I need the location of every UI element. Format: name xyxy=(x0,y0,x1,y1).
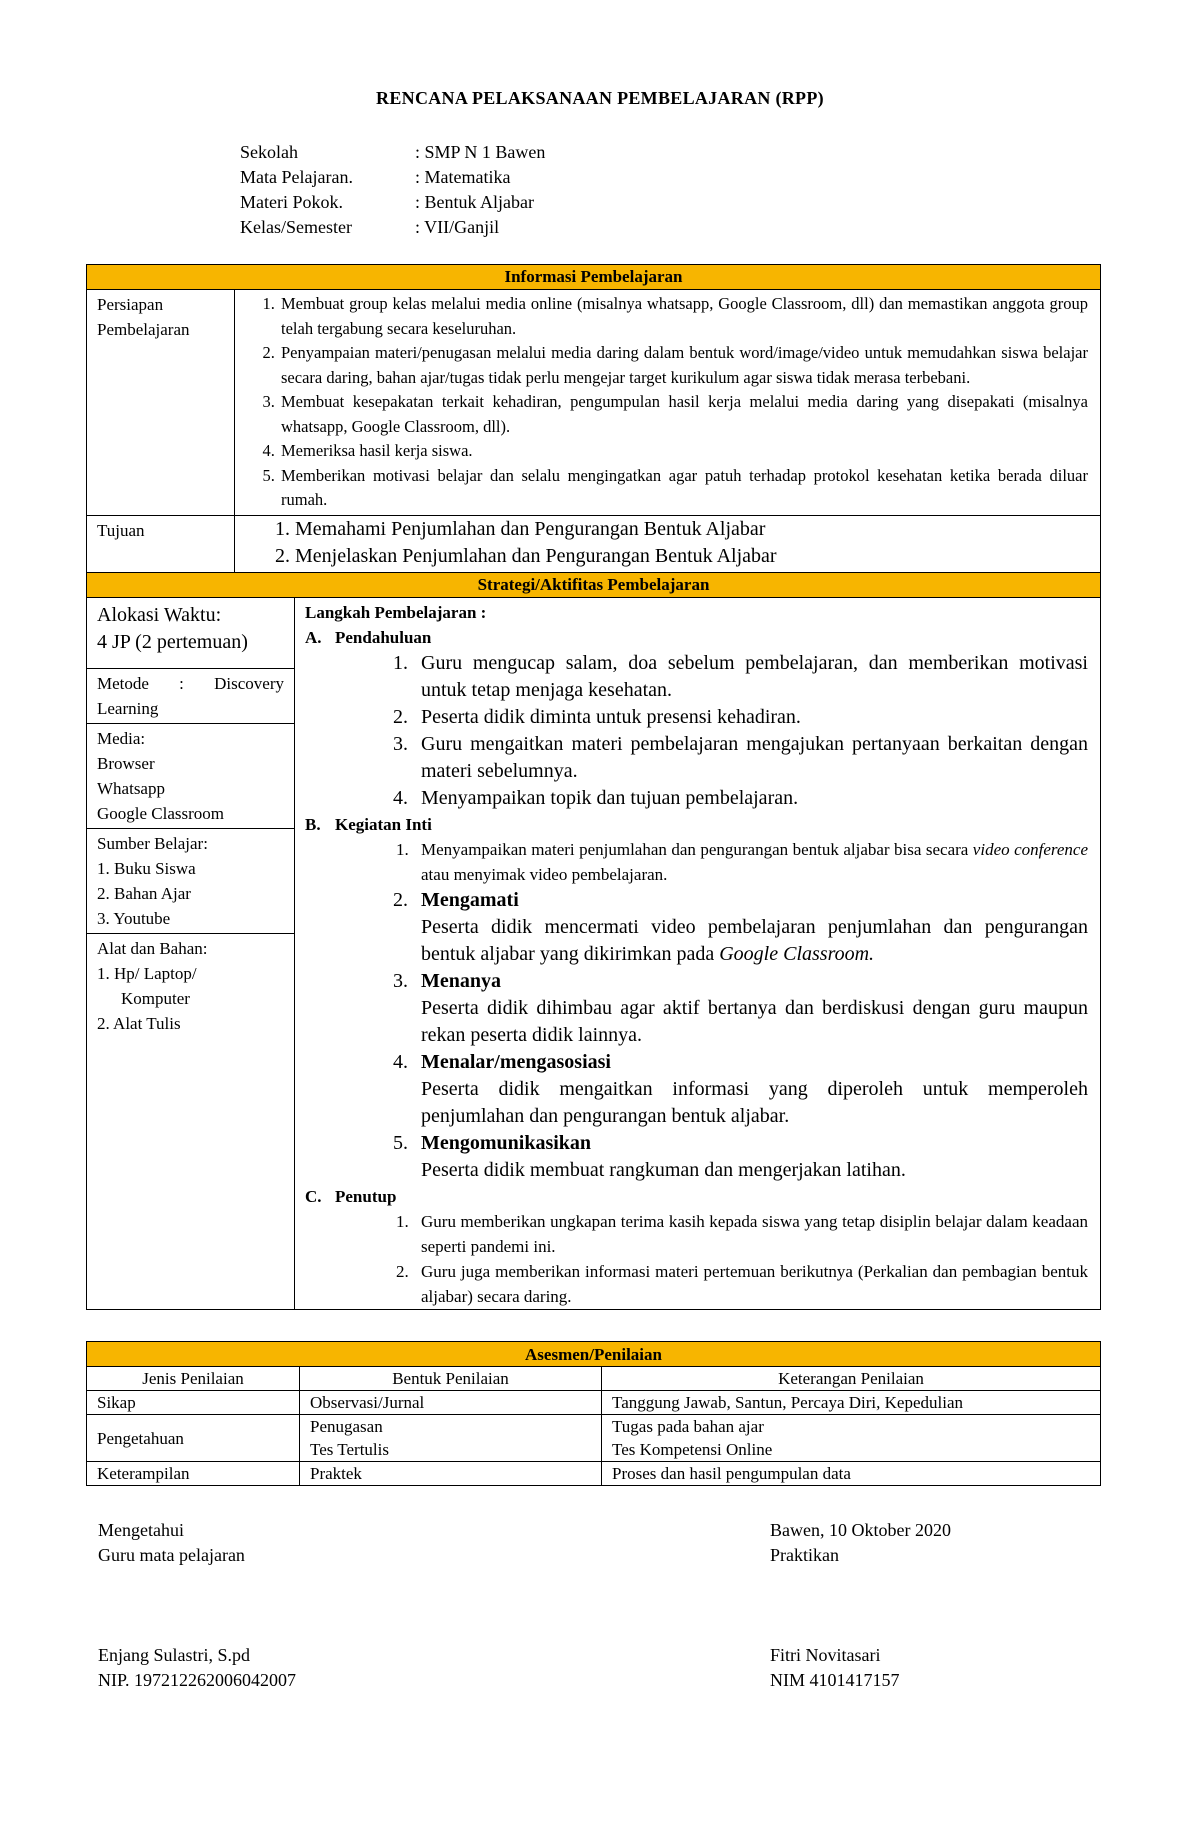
signature-id: NIP. 197212262006042007 xyxy=(98,1670,297,1690)
media-item: Browser xyxy=(97,753,155,773)
list-item: 1. Guru memberikan ungkapan terima kasih kepada siswa yang tetap disiplin belajar dalam keadaan seperti pandemi ini. xyxy=(413,1209,1088,1259)
info-label: Materi Pokok. xyxy=(240,192,343,212)
list-item: 2. Peserta didik diminta untuk presensi kehadiran. xyxy=(413,704,1088,731)
list-item: 2. Penyampaian materi/penugasan melalui media daring dalam bentuk word/image/video untuk memudahkan siswa belajar secara daring, bahan ajar/tugas tidak perlu mengejar target kurikulum agar siswa tidak merasa terbebani. xyxy=(279,341,1088,390)
list-item: 2. Menjelaskan Penjumlahan dan Pengurangan Bentuk Aljabar xyxy=(295,543,1100,570)
strategi-header: Strategi/Aktifitas Pembelajaran xyxy=(87,572,1101,597)
media-item: Google Classroom xyxy=(97,803,225,823)
info-label: Sekolah xyxy=(240,142,298,162)
signature-right xyxy=(770,1518,951,1693)
section-a-list xyxy=(299,650,1088,812)
persiapan-label: Persiapan Pembelajaran xyxy=(87,290,235,516)
tujuan-list xyxy=(235,516,1100,570)
bentuk-cell: Praktek xyxy=(300,1462,602,1486)
keterangan-cell: Proses dan hasil pengumpulan data xyxy=(602,1462,1101,1486)
langkah-title: Langkah Pembelajaran : xyxy=(305,602,487,622)
list-item: 1. Menyampaikan materi penjumlahan dan pengurangan bentuk aljabar bisa secara video conference atau menyimak video pembelajaran. xyxy=(413,837,1088,887)
list-item: 5. Memberikan motivasi belajar dan selalu mengingatkan agar patuh terhadap protokol kesehatan ketika berada diluar rumah. xyxy=(279,464,1088,513)
info-value: : VII/Ganjil xyxy=(415,217,500,237)
info-value: : SMP N 1 Bawen xyxy=(415,142,546,162)
rpp-table xyxy=(86,264,1101,1310)
section-a-title: A. Pendahuluan xyxy=(305,627,432,647)
document-title: RENCANA PELAKSANAAN PEMBELAJARAN (RPP) xyxy=(376,88,824,108)
alat-item: Komputer xyxy=(121,988,190,1008)
table-row xyxy=(87,1391,1101,1415)
signature-role: Guru mata pelajaran xyxy=(98,1545,245,1565)
sumber-box xyxy=(87,829,294,934)
table-row xyxy=(87,1415,1101,1462)
info-value: : Matematika xyxy=(415,167,511,187)
asesmen-header: Asesmen/Penilaian xyxy=(87,1342,1101,1367)
info-value: : Bentuk Aljabar xyxy=(415,192,534,212)
list-item: 2. Guru juga memberikan informasi materi pertemuan berikutnya (Perkalian dan pembagian bentuk aljabar) secara daring. xyxy=(413,1259,1088,1309)
bentuk-line: Tes Tertulis xyxy=(310,1440,389,1459)
section-b-title: B. Kegiatan Inti xyxy=(305,814,432,834)
list-item: 3. Guru mengaitkan materi pembelajaran mengajukan pertanyaan berkaitan dengan materi sebelumnya. xyxy=(413,731,1088,785)
column-header: Keterangan Penilaian xyxy=(602,1367,1101,1391)
strategi-row xyxy=(87,597,1101,1309)
signature-left xyxy=(98,1518,296,1693)
list-item: 4. Menyampaikan topik dan tujuan pembelajaran. xyxy=(413,785,1088,812)
media-item: Whatsapp xyxy=(97,778,165,798)
table-header-row xyxy=(87,1367,1101,1391)
keterangan-line: Tes Kompetensi Online xyxy=(612,1440,773,1459)
persiapan-row xyxy=(87,290,1101,516)
persiapan-list xyxy=(235,292,1088,513)
section-b-list xyxy=(299,837,1088,1184)
signature-date: Bawen, 10 Oktober 2020 xyxy=(770,1520,951,1540)
info-row xyxy=(240,165,545,190)
informasi-header: Informasi Pembelajaran xyxy=(87,265,1101,290)
alokasi-box xyxy=(87,598,294,669)
keterangan-cell: Tanggung Jawab, Santun, Percaya Diri, Kepedulian xyxy=(602,1391,1101,1415)
info-label: Kelas/Semester xyxy=(240,217,352,237)
section-c-list xyxy=(299,1209,1088,1309)
jenis-cell: Pengetahuan xyxy=(87,1415,300,1462)
list-item: 1. Membuat group kelas melalui media online (misalnya whatsapp, Google Classroom, dll) dan memastikan anggota group telah tergabung secara keseluruhan. xyxy=(279,292,1088,341)
sumber-item: 1. Buku Siswa xyxy=(97,858,196,878)
signature-role: Praktikan xyxy=(770,1545,839,1565)
jenis-cell: Keterampilan xyxy=(87,1462,300,1486)
media-box xyxy=(87,724,294,829)
list-item: 3. Membuat kesepakatan terkait kehadiran, pengumpulan hasil kerja melalui media daring yang disepakati (misalnya whatsapp, Google Classroom, dll). xyxy=(279,390,1088,439)
signature-name: Enjang Sulastri, S.pd xyxy=(98,1645,250,1665)
school-info xyxy=(240,140,545,240)
alat-item: 1. Hp/ Laptop/ xyxy=(97,963,197,983)
list-item: 4. Menalar/mengasosiasi Peserta didik mengaitkan informasi yang diperoleh untuk memperoleh penjumlahan dan pengurangan bentuk aljabar. xyxy=(413,1049,1088,1130)
signature-id: NIM 4101417157 xyxy=(770,1670,900,1690)
info-label: Mata Pelajaran. xyxy=(240,167,353,187)
list-item: 1. Memahami Penjumlahan dan Pengurangan Bentuk Aljabar xyxy=(295,516,1100,543)
signature-line: Mengetahui xyxy=(98,1520,184,1540)
bentuk-line: Penugasan xyxy=(310,1417,383,1436)
list-item: 2. Mengamati Peserta didik mencermati video pembelajaran penjumlahan dan pengurangan bentuk aljabar yang dikirimkan pada Google Classroom. xyxy=(413,887,1088,968)
bentuk-cell: Observasi/Jurnal xyxy=(300,1391,602,1415)
list-item: 3. Menanya Peserta didik dihimbau agar aktif bertanya dan berdiskusi dengan guru maupun rekan peserta didik lainnya. xyxy=(413,968,1088,1049)
tujuan-label: Tujuan xyxy=(87,515,235,572)
jenis-cell: Sikap xyxy=(87,1391,300,1415)
sumber-item: 2. Bahan Ajar xyxy=(97,883,191,903)
column-header: Jenis Penilaian xyxy=(87,1367,300,1391)
bentuk-cell xyxy=(300,1415,602,1462)
metode-box: Metode : Discovery Learning xyxy=(87,669,294,724)
langkah-cell xyxy=(295,597,1101,1309)
alokasi-value: 4 JP (2 pertemuan) xyxy=(97,630,248,653)
tujuan-cell xyxy=(235,515,1101,572)
info-row xyxy=(240,215,545,240)
alokasi-label: Alokasi Waktu: xyxy=(97,603,222,626)
list-item: 5. Mengomunikasikan Peserta didik membuat rangkuman dan mengerjakan latihan. xyxy=(413,1130,1088,1184)
asesmen-table xyxy=(86,1341,1101,1486)
list-item: 1. Guru mengucap salam, doa sebelum pembelajaran, dan memberikan motivasi untuk tetap menjaga kesehatan. xyxy=(413,650,1088,704)
info-row xyxy=(240,190,545,215)
media-label: Media: xyxy=(97,728,146,748)
sumber-item: 3. Youtube xyxy=(97,908,171,928)
tujuan-row xyxy=(87,515,1101,572)
signature-name: Fitri Novitasari xyxy=(770,1645,881,1665)
section-c-title: C. Penutup xyxy=(305,1186,397,1206)
table-row xyxy=(87,1462,1101,1486)
persiapan-cell xyxy=(235,290,1101,516)
strategi-left xyxy=(87,597,295,1309)
alat-item: 2. Alat Tulis xyxy=(97,1013,181,1033)
alat-box xyxy=(87,934,294,1038)
keterangan-cell xyxy=(602,1415,1101,1462)
list-item: 4. Memeriksa hasil kerja siswa. xyxy=(279,439,1088,464)
keterangan-line: Tugas pada bahan ajar xyxy=(612,1417,764,1436)
alat-label: Alat dan Bahan: xyxy=(97,938,208,958)
info-row xyxy=(240,140,545,165)
sumber-label: Sumber Belajar: xyxy=(97,833,208,853)
column-header: Bentuk Penilaian xyxy=(300,1367,602,1391)
